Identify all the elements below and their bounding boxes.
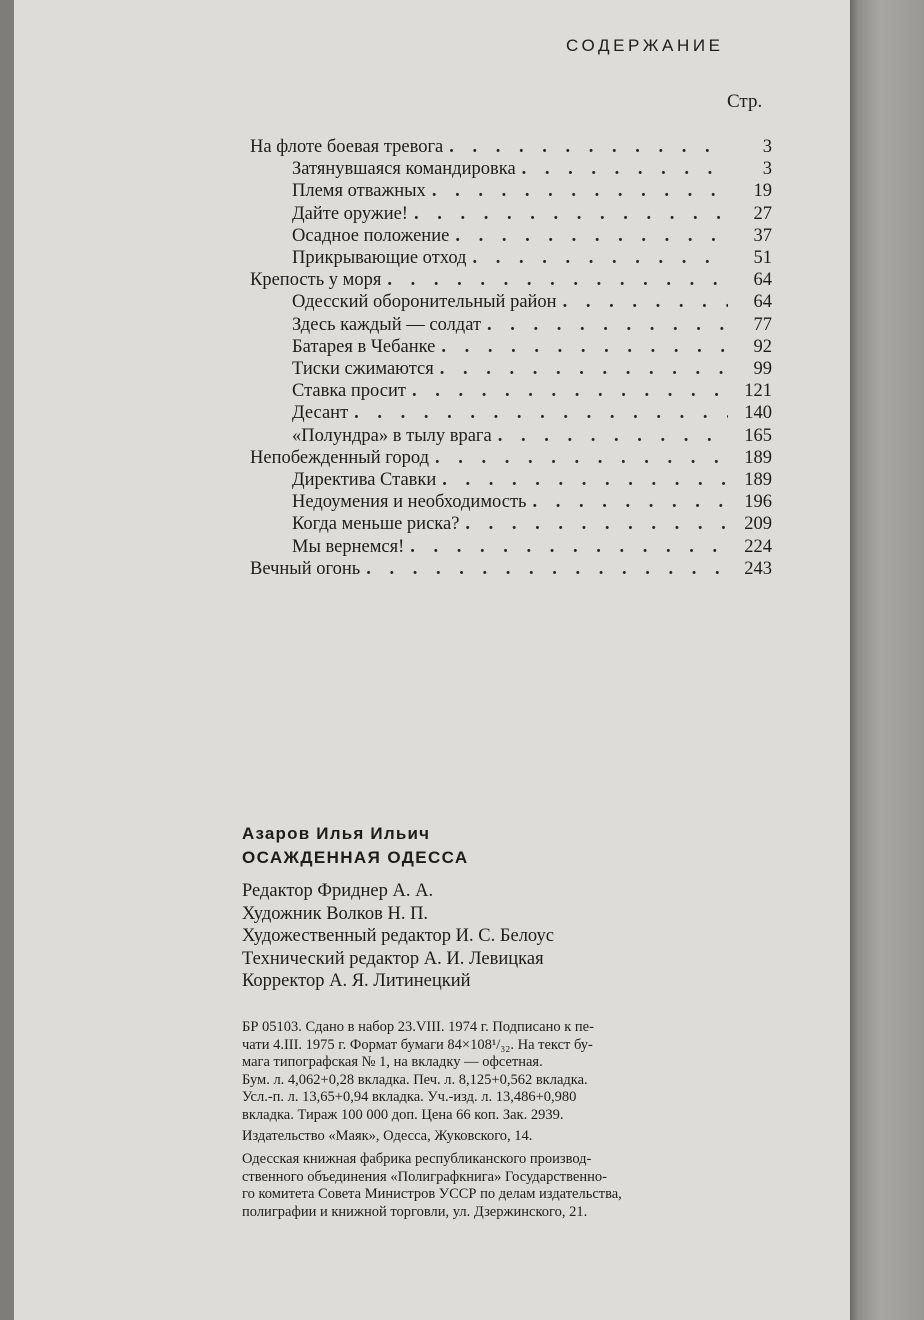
toc-entry xyxy=(292,180,772,202)
credit-line: Художник Волков Н. П. xyxy=(242,903,429,924)
printer-line: Одесская книжная фабрика республиканского производ- xyxy=(242,1151,592,1167)
toc-entry-title: Здесь каждый — солдат xyxy=(292,314,482,335)
toc-entry-title: Батарея в Чебанке xyxy=(292,336,436,357)
author-name: Азаров Илья Ильич xyxy=(242,824,431,843)
toc-entry-title: Крепость у моря xyxy=(250,270,382,291)
toc-entry-page: 64 xyxy=(753,270,772,291)
print-info-line: БР 05103. Сдано в набор 23.VIII. 1974 г. Подписано к пе- xyxy=(242,1019,594,1035)
dot-leader xyxy=(449,225,728,247)
dot-leader xyxy=(557,291,728,313)
toc-entry-title: «Полундра» в тылу врага xyxy=(292,425,492,446)
toc-entry xyxy=(292,247,772,269)
toc-entry-page: 140 xyxy=(744,403,772,424)
toc-entry-page: 19 xyxy=(753,181,772,202)
toc-entry xyxy=(250,136,772,158)
print-info-line: мага типографская № 1, на вкладку — офсетная. xyxy=(242,1054,543,1071)
toc-entry-title: Когда меньше риска? xyxy=(292,514,460,535)
toc-entry-title: Тиски сжимаются xyxy=(292,359,434,379)
toc-entry xyxy=(292,203,772,225)
print-info xyxy=(242,1019,782,1125)
print-info-line: вкладка. Тираж 100 000 доп. Цена 66 коп. Зак. 2939. xyxy=(242,1106,564,1123)
toc-entry xyxy=(292,336,772,358)
toc-entry-title: Директива Ставки xyxy=(292,470,437,490)
dot-leader xyxy=(436,469,728,491)
toc-entry xyxy=(292,291,772,313)
toc-entry xyxy=(292,513,772,535)
dot-leader xyxy=(360,558,728,580)
publisher-line: Издательство «Маяк», Одесса, Жуковского, 14. xyxy=(242,1128,533,1144)
toc-entry-page: 3 xyxy=(762,159,772,180)
print-info-line: Усл.-п. л. 13,65+0,94 вкладка. Уч.-изд. л. 13,486+0,980 xyxy=(242,1089,577,1106)
dot-leader xyxy=(481,314,728,336)
dot-leader xyxy=(381,269,728,291)
toc-entry-page: 121 xyxy=(744,381,772,402)
toc-entry-page: 51 xyxy=(753,248,772,268)
toc-entry xyxy=(250,269,772,291)
toc-entry xyxy=(250,447,772,469)
toc-entry-page: 196 xyxy=(744,492,772,513)
toc-entry-title: Мы вернемся! xyxy=(292,536,405,557)
dot-leader xyxy=(459,513,728,535)
contents-heading: СОДЕРЖАНИЕ xyxy=(566,36,724,55)
toc-entry-title: Затянувшаяся командировка xyxy=(292,159,516,180)
page-column-label: Стр. xyxy=(727,91,763,112)
dot-leader xyxy=(466,247,728,269)
toc-entry xyxy=(292,314,772,336)
toc-entry xyxy=(292,358,772,380)
toc-entry xyxy=(292,425,772,447)
credit-line: Корректор А. Я. Литинецкий xyxy=(242,971,471,991)
toc-entry xyxy=(292,225,772,247)
credit-line: Технический редактор А. И. Левицкая xyxy=(242,948,544,969)
toc-entry-page: 224 xyxy=(744,536,772,557)
toc-entry-title: Вечный огонь xyxy=(250,558,361,579)
toc-entry-page: 99 xyxy=(753,359,772,379)
dot-leader xyxy=(406,380,728,402)
dot-leader xyxy=(526,491,728,513)
dot-leader xyxy=(404,536,728,558)
toc-entry-page: 209 xyxy=(744,514,772,535)
dot-leader xyxy=(408,203,728,225)
dot-leader xyxy=(348,402,728,424)
printer-line: ственного объединения «Полиграфкнига» Государственно- xyxy=(242,1168,607,1185)
dot-leader xyxy=(443,136,728,158)
printer-line: полиграфии и книжной торговли, ул. Дзержинского, 21. xyxy=(242,1203,588,1220)
credit-line: Редактор Фриднер А. А. xyxy=(242,881,434,901)
toc-entry xyxy=(292,491,772,513)
toc-entry xyxy=(292,469,772,491)
dot-leader xyxy=(429,447,728,469)
page-edge xyxy=(850,0,924,1320)
toc-entry xyxy=(250,558,772,580)
toc-entry-page: 189 xyxy=(744,470,772,490)
toc-entry-title: Десант xyxy=(292,403,349,424)
dot-leader xyxy=(434,358,728,380)
toc-entry-title: Ставка просит xyxy=(292,381,406,402)
toc-entry-title: Осадное положение xyxy=(292,225,450,246)
toc-entry xyxy=(292,402,772,424)
toc-entry-title: Одесский оборонительный район xyxy=(292,292,557,313)
toc-entry-page: 189 xyxy=(744,447,772,468)
toc-entry-title: Дайте оружие! xyxy=(292,203,408,224)
dot-leader xyxy=(435,336,728,358)
credits-list xyxy=(242,880,554,993)
toc-entry-page: 243 xyxy=(744,558,772,579)
book-title: ОСАЖДЕННАЯ ОДЕССА xyxy=(242,848,469,867)
dot-leader xyxy=(426,180,728,202)
toc-entry xyxy=(292,380,772,402)
printer-line: го комитета Совета Министров УССР по делам издательства, xyxy=(242,1186,622,1203)
toc-entry-page: 64 xyxy=(753,292,772,313)
print-info-line: Бум. л. 4,062+0,28 вкладка. Печ. л. 8,125+0,562 вкладка. xyxy=(242,1071,588,1088)
toc-entry xyxy=(292,158,772,180)
toc-entry-page: 165 xyxy=(744,425,772,446)
credit-line: Художественный редактор И. С. Белоус xyxy=(242,926,554,946)
dot-leader xyxy=(492,425,728,447)
toc-entry-page: 37 xyxy=(753,225,772,246)
printer-info xyxy=(242,1151,622,1221)
toc-entry-page: 27 xyxy=(753,203,772,224)
toc-entry-title: На флоте боевая тревога xyxy=(250,137,444,157)
toc-entry-title: Недоумения и необходимость xyxy=(292,492,527,513)
toc-entry-title: Прикрывающие отход xyxy=(292,248,467,268)
toc-entry xyxy=(292,536,772,558)
toc-entry-page: 77 xyxy=(753,314,772,335)
toc-entry-page: 3 xyxy=(762,137,772,157)
print-info-line: чати 4.III. 1975 г. Формат бумаги 84×108¹/₃₂. На текст бу- xyxy=(242,1036,593,1053)
toc-entry-title: Непобежденный город xyxy=(250,447,430,468)
dot-leader xyxy=(516,158,728,180)
toc-entry-page: 92 xyxy=(753,336,772,357)
toc-entry-title: Племя отважных xyxy=(292,181,426,202)
